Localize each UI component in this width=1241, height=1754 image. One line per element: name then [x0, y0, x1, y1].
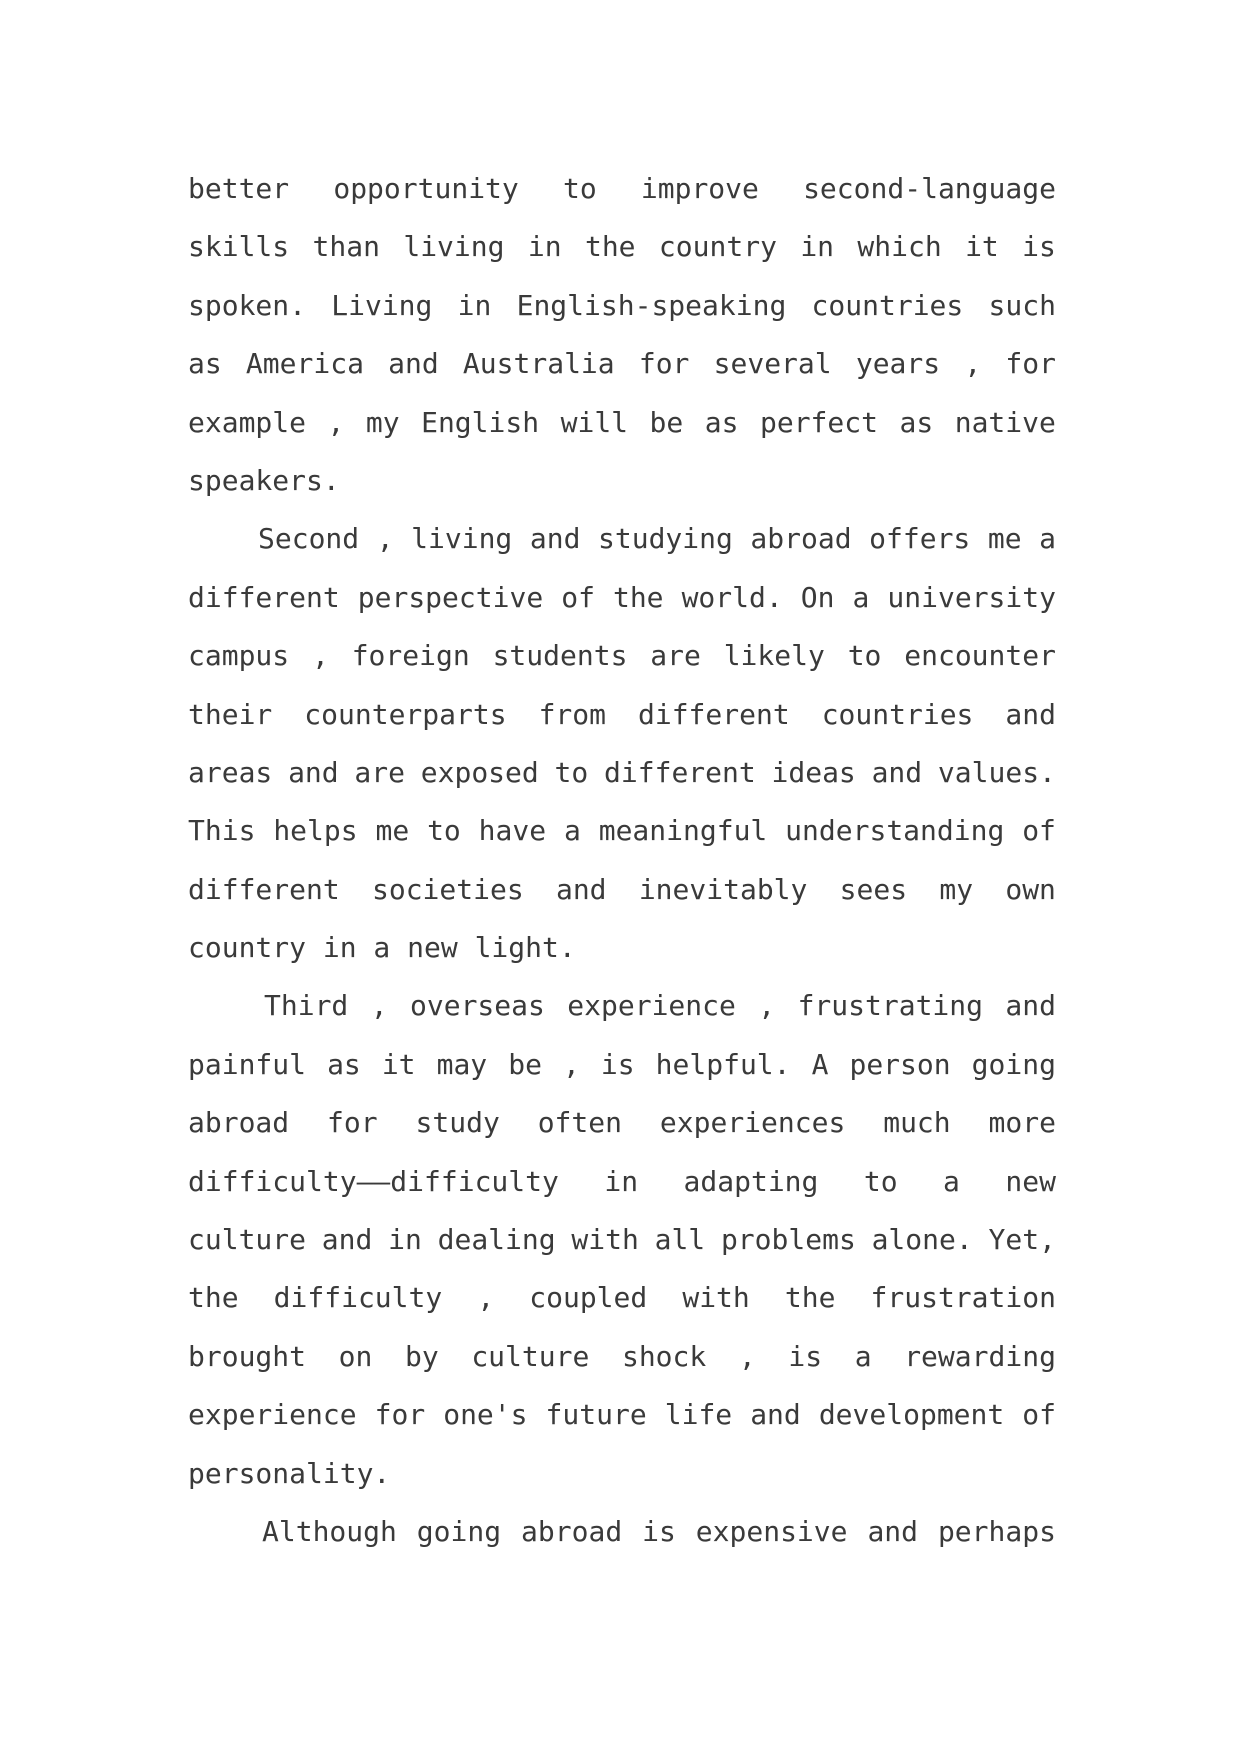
- text-line: speakers.: [188, 463, 340, 497]
- text-line: brought on by culture shock , is a rewarding: [188, 1339, 1056, 1373]
- text-line: the difficulty , coupled with the frustration: [188, 1281, 1056, 1315]
- text-line: different societies and inevitably sees my own: [188, 872, 1056, 906]
- text-line: painful as it may be , is helpful. A person going: [188, 1047, 1056, 1081]
- text-line: as America and Australia for several years , for: [188, 347, 1056, 381]
- text-line: culture and in dealing with all problems alone. Yet,: [188, 1223, 1056, 1257]
- text-line: abroad for study often experiences much more: [188, 1106, 1056, 1140]
- text-line: experience for one's future life and development of: [188, 1398, 1056, 1432]
- text-line: skills than living in the country in which it is: [188, 230, 1056, 264]
- text-line: better opportunity to improve second-language: [188, 172, 1056, 205]
- text-line: example , my English will be as perfect as native: [188, 405, 1056, 439]
- text-line: This helps me to have a meaningful understanding of: [188, 814, 1056, 848]
- text-line: their counterparts from different countries and: [188, 697, 1056, 731]
- text-line: spoken. Living in English-speaking countries such: [188, 288, 1056, 322]
- body-text: [188, 160, 1056, 1561]
- text-line: different perspective of the world. On a university: [188, 580, 1056, 614]
- text-line: Although going abroad is expensive and perhaps: [262, 1514, 1056, 1548]
- text-line: campus , foreign students are likely to encounter: [188, 639, 1056, 673]
- text-line: personality.: [188, 1456, 391, 1490]
- text-line: Second , living and studying abroad offers me a: [258, 522, 1056, 556]
- text-line: Third , overseas experience , frustrating and: [264, 989, 1056, 1023]
- text-line: country in a new light.: [188, 931, 576, 965]
- text-line: difficulty——difficulty in adapting to a new: [188, 1164, 1056, 1198]
- text-line: areas and are exposed to different ideas and values.: [188, 755, 1056, 789]
